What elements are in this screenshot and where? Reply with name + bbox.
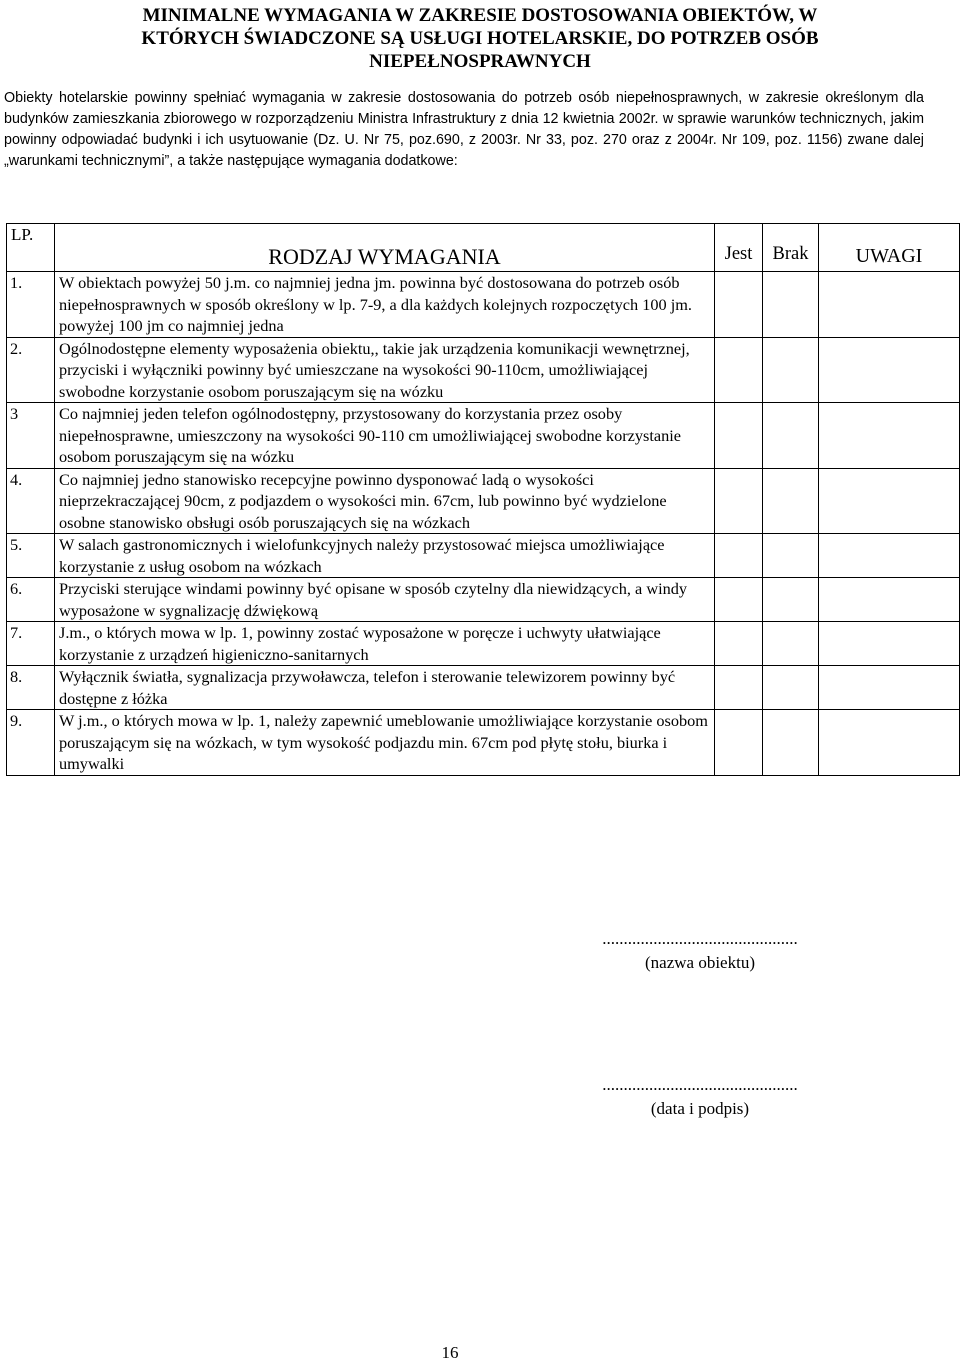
table-row: [7, 534, 960, 578]
facility-name-field[interactable]: [520, 928, 880, 974]
row-number: 8.: [7, 666, 55, 710]
row-yes-cell[interactable]: [715, 403, 763, 469]
row-notes-cell[interactable]: [819, 534, 960, 578]
row-number: 4.: [7, 468, 55, 534]
intro-paragraph: Obiekty hotelarskie powinny spełniać wymagania w zakresie dostosowania do potrzeb osób niepełnosprawnych, w zakresie określonym dla budynków zamieszkania zbiorowego w rozporządzeniu Ministra Infrastruktury z dnia 12 kwietnia 2002r. w sprawie warunków technicznych, jakim powinny odpowiadać budynki i ich usytuowanie (Dz. U. Nr 75, poz.690, z 2003r. Nr 33, poz. 270 oraz z 2004r. Nr 109, poz. 1156) zwane dalej „warunkami technicznymi”, a także następujące wymagania dodatkowe:: [4, 90, 924, 169]
row-requirement: Przyciski sterujące windami powinny być opisane w sposób czytelny dla niewidzących, a windy wyposażone w sygnalizację dźwiękową: [55, 578, 715, 622]
row-requirement: W j.m., o których mowa w lp. 1, należy zapewnić umeblowanie umożliwiające korzystanie osobom poruszającym się na wózkach, w tym wysokość podjazdu min. 67cm pod płytę stołu, biurka i umywalki: [55, 710, 715, 776]
row-no-cell[interactable]: [763, 666, 819, 710]
row-yes-cell[interactable]: [715, 534, 763, 578]
row-no-cell[interactable]: [763, 622, 819, 666]
facility-name-label: (nazwa obiektu): [645, 953, 755, 972]
row-no-cell[interactable]: [763, 337, 819, 403]
row-no-cell[interactable]: [763, 272, 819, 338]
row-notes-cell[interactable]: [819, 666, 960, 710]
row-requirement: Co najmniej jedno stanowisko recepcyjne powinno dysponować ladą o wysokości nieprzekraczającej 90cm, z podjazdem o wysokości min. 67cm, lub powinno być wydzielone osobne stanowisko obsługi osób poruszających się na wózkach: [55, 468, 715, 534]
table-row: [7, 272, 960, 338]
row-yes-cell[interactable]: [715, 337, 763, 403]
row-requirement: W obiektach powyżej 50 j.m. co najmniej jedna jm. powinna być dostosowana do potrzeb osób niepełnosprawnych w sposób określony w lp. 7-9, a dla każdych kolejnych rozpoczętych 100 jm. powyżej 100 jm co najmniej jedna: [55, 272, 715, 338]
row-number: 1.: [7, 272, 55, 338]
row-notes-cell[interactable]: [819, 272, 960, 338]
row-requirement: Ogólnodostępne elementy wyposażenia obiektu,, takie jak urządzenia komunikacji wewnętrznej, przyciski i wyłączniki powinny być umieszczane na wysokości 90-110cm, umożliwiającej swobodne korzystanie osobom poruszającym się na wózku: [55, 337, 715, 403]
row-number: 7.: [7, 622, 55, 666]
row-number: 9.: [7, 710, 55, 776]
header-notes: UWAGI: [819, 224, 960, 272]
row-requirement: Wyłącznik światła, sygnalizacja przywoławcza, telefon i sterowanie telewizorem powinny być dostępne z łóżka: [55, 666, 715, 710]
row-number: 5.: [7, 534, 55, 578]
row-notes-cell[interactable]: [819, 403, 960, 469]
row-yes-cell[interactable]: [715, 710, 763, 776]
header-lp: LP.: [7, 224, 55, 272]
title-line-3: NIEPEŁNOSPRAWNYCH: [369, 51, 591, 72]
row-requirement: Co najmniej jeden telefon ogólnodostępny, przystosowany do korzystania przez osoby niepełnosprawne, umieszczony na wysokości 90-110 cm umożliwiającej swobodne korzystanie osobom poruszającym się na wózku: [55, 403, 715, 469]
row-number: 6.: [7, 578, 55, 622]
row-number: 3: [7, 403, 55, 469]
row-notes-cell[interactable]: [819, 468, 960, 534]
table-row: [7, 578, 960, 622]
table-row: [7, 403, 960, 469]
date-signature-label: (data i podpis): [650, 1099, 750, 1118]
row-notes-cell[interactable]: [819, 622, 960, 666]
row-yes-cell[interactable]: [715, 622, 763, 666]
table-header-row: [7, 224, 960, 272]
title-line-1: MINIMALNE WYMAGANIA W ZAKRESIE DOSTOSOWANIA OBIEKTÓW, W: [142, 5, 818, 26]
requirements-table: [6, 223, 960, 776]
table-row: [7, 710, 960, 776]
page-number: 16: [441, 1343, 459, 1362]
date-signature-dots: ..............................................: [602, 1075, 798, 1094]
title-line-2: KTÓRYCH ŚWIADCZONE SĄ USŁUGI HOTELARSKIE, DO POTRZEB OSÓB: [141, 28, 819, 49]
row-requirement: W salach gastronomicznych i wielofunkcyjnych należy przystosować miejsca umożliwiające korzystanie z usług osobom na wózkach: [55, 534, 715, 578]
date-signature-field[interactable]: [520, 1074, 880, 1120]
table-row: [7, 468, 960, 534]
table-row: [7, 337, 960, 403]
row-no-cell[interactable]: [763, 403, 819, 469]
header-no: Brak: [763, 224, 819, 272]
row-no-cell[interactable]: [763, 534, 819, 578]
header-yes: Jest: [715, 224, 763, 272]
facility-name-dots: ..............................................: [602, 929, 798, 948]
row-no-cell[interactable]: [763, 710, 819, 776]
row-yes-cell[interactable]: [715, 666, 763, 710]
table-row: [7, 622, 960, 666]
row-yes-cell[interactable]: [715, 468, 763, 534]
table-row: [7, 666, 960, 710]
row-no-cell[interactable]: [763, 468, 819, 534]
header-requirement: RODZAJ WYMAGANIA: [55, 224, 715, 272]
row-no-cell[interactable]: [763, 578, 819, 622]
row-notes-cell[interactable]: [819, 337, 960, 403]
row-yes-cell[interactable]: [715, 578, 763, 622]
row-requirement: J.m., o których mowa w lp. 1, powinny zostać wyposażone w poręcze i uchwyty ułatwiające korzystanie z urządzeń higieniczno-sanitarnych: [55, 622, 715, 666]
row-yes-cell[interactable]: [715, 272, 763, 338]
document-title: [40, 4, 920, 73]
row-notes-cell[interactable]: [819, 578, 960, 622]
row-notes-cell[interactable]: [819, 710, 960, 776]
row-number: 2.: [7, 337, 55, 403]
